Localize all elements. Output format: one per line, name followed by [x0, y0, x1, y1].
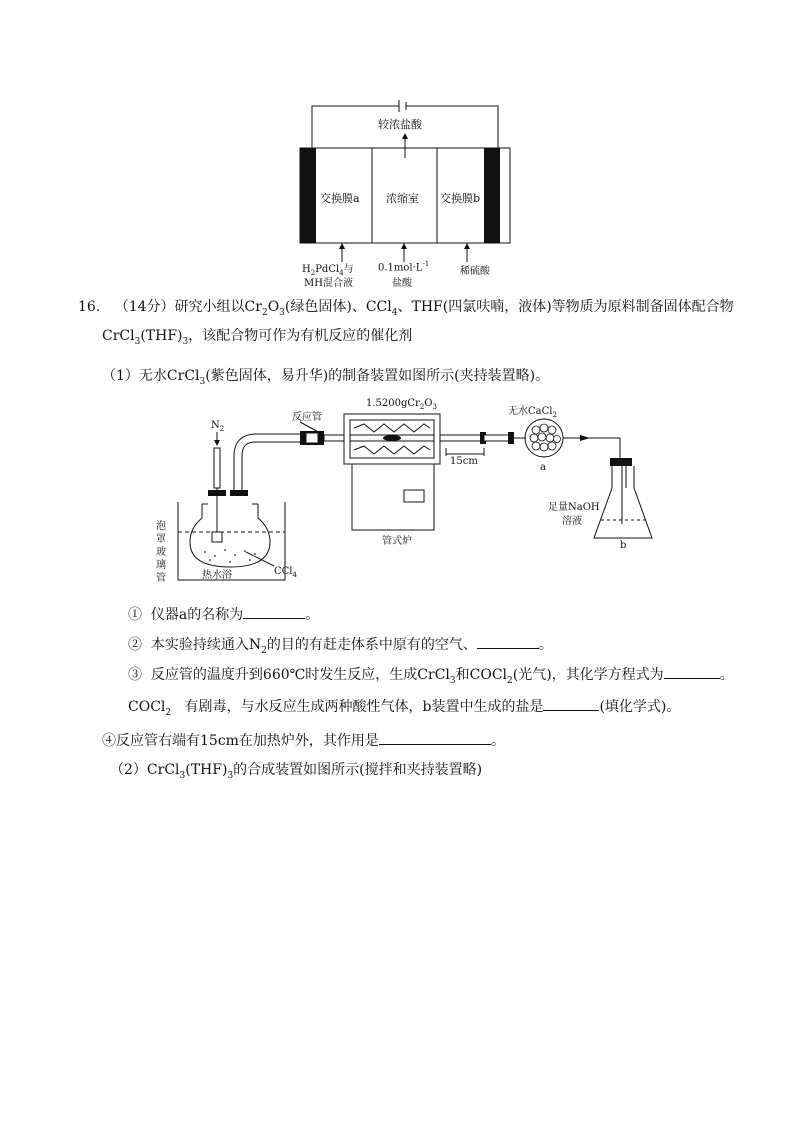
answer-blank-4[interactable] [543, 696, 599, 711]
question-16-line-2: $CrCl_3(THF)_3$，该配合物可作为有机反应的催化剂 [102, 328, 413, 347]
top-outlet-label: 较浓盐酸 [378, 118, 422, 131]
left-inlet-label: $H_2PdCl_4$与 [302, 264, 354, 277]
formula-crcl3-thf3: $CrCl_3(THF)_3$ [102, 328, 189, 347]
part-2-intro: $(2)CrCl_3(THF)_3$的合成装置如图所示(搅拌和夹持装置略) [110, 762, 483, 781]
sample-mass-label: $1.5200gCr_2O_3$ [366, 398, 437, 411]
item-3-continued: COCl$_2$ 有剧毒，与水反应生成两种酸性气体，b装置中生成的盐是 (填化学式)。 [128, 696, 680, 723]
anhydrous-cacl2-label: 无水CaCl$_2$ [508, 406, 557, 419]
foam-glass-tube-label: 泡 罩 玻 璃 管 [156, 521, 166, 584]
mid-inlet-label-2: 盐酸 [392, 278, 412, 289]
part-1-intro: （1）无水CrCl$_3$(紫色固体，易升华)的制备装置如图所示(夹持装置略)。 [102, 368, 550, 387]
n2-label: $N_2$ [211, 420, 225, 433]
formula-crcl3: CrCl$_3$ [166, 368, 206, 387]
item-2: ② 本实验持续通入$N_2$的目的有赶走体系中原有的空气、 。 [128, 634, 553, 661]
formula-ccl4: CCl$_4$ [365, 299, 398, 318]
question-score: （14分） [114, 299, 175, 315]
formula-cr2o3: $Cr_2O_3$ [244, 299, 285, 318]
left-membrane-label: 交换膜a [320, 192, 360, 205]
question-number: 16. [78, 299, 101, 315]
reaction-tube-label: 反应管 [292, 412, 322, 423]
ccl4-label: CCl$_4$ [274, 566, 297, 579]
instrument-a-label: a [540, 462, 546, 473]
answer-blank-2[interactable] [477, 634, 539, 649]
item-1: ① 仪器a的名称为 。 [128, 604, 319, 625]
formula-crcl3-thf3-2: $CrCl_3(THF)_3$ [146, 762, 234, 781]
item-3: ③ 反应管的温度升到660℃时发生反应，生成CrCl$_3$和COCl$_2$(光气)，其化学方程式为 。 [128, 664, 734, 691]
apparatus-diagram [150, 392, 670, 592]
answer-blank-5[interactable] [379, 730, 491, 745]
concentration-chamber-label: 浓缩室 [386, 192, 419, 205]
naoh-solution-label-2: 溶液 [562, 516, 582, 527]
tube-furnace-label: 管式炉 [382, 536, 412, 547]
naoh-solution-label-1: 足量NaOH [548, 502, 600, 513]
answer-blank-1[interactable] [243, 604, 305, 619]
mid-inlet-label: $0.1mol\cdot L^{-1}$ [378, 260, 430, 274]
item-4: ④反应管右端有15cm在加热炉外，其作用是 。 [102, 730, 505, 751]
hot-water-bath-label: 热水浴 [202, 570, 232, 581]
flask-b-label: b [620, 540, 627, 551]
answer-blank-3[interactable] [664, 664, 720, 679]
distance-15cm-label: 15cm [450, 456, 478, 467]
right-membrane-label: 交换膜b [440, 192, 481, 205]
right-inlet-label: 稀硫酸 [460, 266, 490, 277]
left-inlet-label-2: MH混合液 [304, 278, 353, 289]
question-16-line-1: 16. （14分）研究小组以$Cr_2O_3$(绿色固体)、CCl$_4$、THF(四氯呋喃，液体)等物质为原料制备固体配合物 [78, 299, 734, 318]
